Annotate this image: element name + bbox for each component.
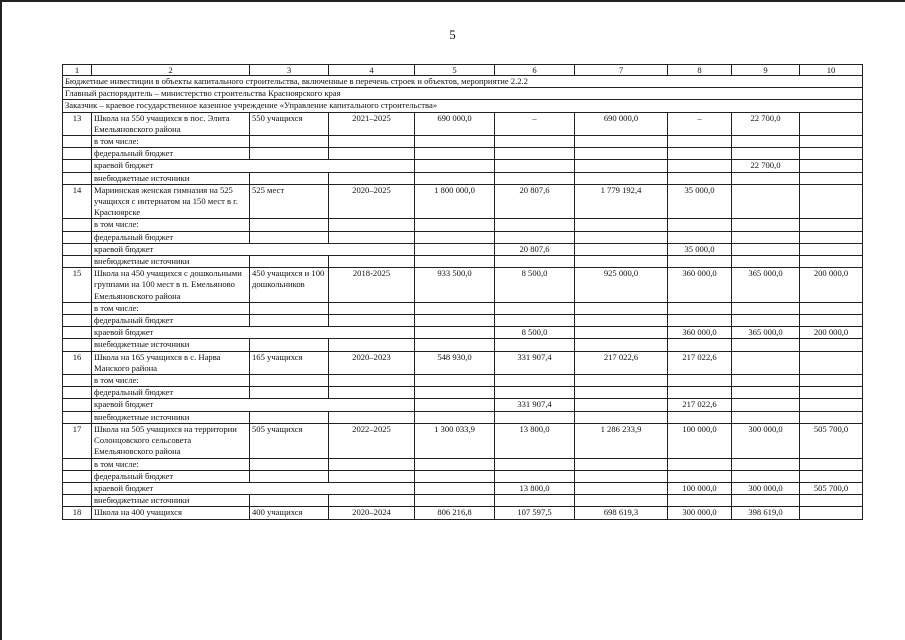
empty-cell [329,148,415,160]
col-number: 5 [415,65,495,76]
empty-cell [415,219,495,231]
empty-cell [63,243,92,255]
sub-row-federal [63,231,863,243]
empty-cell [732,219,800,231]
col-number: 10 [800,65,863,76]
empty-cell [415,302,495,314]
sub-row-incl [63,458,863,470]
empty-cell [329,458,415,470]
period: 2020–2023 [329,351,415,374]
sub-row-extra [63,495,863,507]
sub-label: краевой бюджет [92,327,415,339]
regional-col-10 [800,160,863,172]
capacity: 550 учащихся [250,112,329,135]
empty-cell [575,482,668,494]
value-col-5: 1 800 000,0 [415,184,495,219]
empty-cell [732,148,800,160]
empty-cell [668,375,732,387]
col-number: 3 [250,65,329,76]
value-col-8: 100 000,0 [668,423,732,458]
empty-cell [415,411,495,423]
object-name: Школа на 550 учащихся в пос. Элита Емельяновского района [92,112,250,135]
sub-row-regional [63,243,863,255]
empty-cell [250,495,329,507]
value-col-8: 300 000,0 [668,507,732,519]
sub-label: внебюджетные источники [92,411,250,423]
empty-cell [415,148,495,160]
main-manager: Главный распорядитель – министерство строительства Красноярского края [63,88,863,100]
empty-cell [668,495,732,507]
empty-cell [63,458,92,470]
value-col-5: 1 300 033,9 [415,423,495,458]
empty-cell [732,315,800,327]
value-col-7: 1 286 233,9 [575,423,668,458]
regional-col-9: 300 000,0 [732,482,800,494]
empty-cell [668,256,732,268]
sub-row-extra [63,411,863,423]
period: 2020–2024 [329,507,415,519]
value-col-7: 690 000,0 [575,112,668,135]
empty-cell [63,387,92,399]
empty-cell [250,470,329,482]
empty-cell [575,375,668,387]
sub-label: краевой бюджет [92,243,415,255]
empty-cell [63,302,92,314]
capacity: 400 учащихся [250,507,329,519]
empty-cell [800,458,863,470]
sub-row-regional [63,160,863,172]
empty-cell [63,315,92,327]
sub-label: внебюджетные источники [92,172,250,184]
value-col-6: 8 500,0 [495,268,575,303]
period: 2021–2025 [329,112,415,135]
empty-cell [415,339,495,351]
sub-row-incl [63,136,863,148]
empty-cell [732,256,800,268]
empty-cell [415,495,495,507]
empty-cell [668,231,732,243]
empty-cell [732,339,800,351]
value-col-6: 107 597,5 [495,507,575,519]
empty-cell [495,411,575,423]
sub-label: в том числе: [92,458,250,470]
sub-row-regional [63,399,863,411]
value-col-6: 331 907,4 [495,351,575,374]
empty-cell [63,470,92,482]
empty-cell [800,495,863,507]
empty-cell [575,160,668,172]
empty-cell [63,482,92,494]
empty-cell [415,387,495,399]
regional-col-10: 505 700,0 [800,482,863,494]
empty-cell [329,302,415,314]
value-col-8: – [668,112,732,135]
empty-cell [250,148,329,160]
empty-cell [732,302,800,314]
table-row [63,507,863,519]
empty-cell [575,339,668,351]
value-col-9: 22 700,0 [732,112,800,135]
sub-label: в том числе: [92,375,250,387]
empty-cell [63,231,92,243]
value-col-10 [800,507,863,519]
empty-cell [415,458,495,470]
empty-cell [668,302,732,314]
empty-cell [250,172,329,184]
empty-cell [329,136,415,148]
sub-label: федеральный бюджет [92,231,250,243]
empty-cell [63,375,92,387]
col-number: 6 [495,65,575,76]
empty-cell [250,339,329,351]
empty-cell [415,136,495,148]
value-col-10 [800,351,863,374]
empty-cell [575,231,668,243]
empty-cell [415,160,495,172]
empty-cell [800,470,863,482]
page-number: 5 [449,27,456,42]
period: 2020–2025 [329,184,415,219]
empty-cell [415,256,495,268]
regional-col-9: 22 700,0 [732,160,800,172]
empty-cell [575,399,668,411]
empty-cell [329,411,415,423]
empty-cell [575,495,668,507]
empty-cell [575,243,668,255]
value-col-5: 933 500,0 [415,268,495,303]
empty-cell [732,495,800,507]
empty-cell [732,411,800,423]
empty-cell [800,136,863,148]
empty-cell [495,148,575,160]
sub-label: краевой бюджет [92,482,415,494]
sub-label: краевой бюджет [92,160,415,172]
sub-label: внебюджетные источники [92,339,250,351]
empty-cell [575,458,668,470]
row-number: 16 [63,351,92,374]
empty-cell [800,387,863,399]
sub-row-incl [63,375,863,387]
capacity: 505 учащихся [250,423,329,458]
empty-cell [800,148,863,160]
regional-col-8: 35 000,0 [668,243,732,255]
value-col-7: 698 619,3 [575,507,668,519]
sub-row-extra [63,256,863,268]
empty-cell [63,339,92,351]
empty-cell [63,327,92,339]
value-col-5: 806 216,8 [415,507,495,519]
row-number: 18 [63,507,92,519]
empty-cell [732,458,800,470]
value-col-9 [732,351,800,374]
empty-cell [63,256,92,268]
regional-col-6: 8 500,0 [495,327,575,339]
empty-cell [415,470,495,482]
empty-cell [495,387,575,399]
empty-cell [495,315,575,327]
table-row [63,351,863,374]
empty-cell [495,136,575,148]
empty-cell [329,172,415,184]
value-col-10: 200 000,0 [800,268,863,303]
empty-cell [668,387,732,399]
empty-cell [329,339,415,351]
empty-cell [329,231,415,243]
empty-cell [63,219,92,231]
sub-row-incl [63,302,863,314]
empty-cell [575,315,668,327]
empty-cell [668,148,732,160]
object-name: Школа на 400 учащихся [92,507,250,519]
sub-label: внебюджетные источники [92,256,250,268]
empty-cell [575,327,668,339]
col-number: 9 [732,65,800,76]
regional-col-8: 360 000,0 [668,327,732,339]
empty-cell [668,219,732,231]
object-name: Школа на 505 учащихся на территории Солонцовского сельсовета Емельяновского района [92,423,250,458]
section-header-row [63,76,863,88]
capacity: 165 учащихся [250,351,329,374]
table-row [63,112,863,135]
empty-cell [495,172,575,184]
empty-cell [575,148,668,160]
value-col-6: 20 807,6 [495,184,575,219]
empty-cell [800,231,863,243]
customer: Заказчик – краевое государственное казенное учреждение «Управление капитального строительства» [63,100,863,112]
col-number: 2 [92,65,250,76]
empty-cell [668,315,732,327]
empty-cell [575,172,668,184]
sub-label: в том числе: [92,302,250,314]
regional-col-10 [800,399,863,411]
regional-col-9: 365 000,0 [732,327,800,339]
regional-col-6: 13 800,0 [495,482,575,494]
sub-label: федеральный бюджет [92,387,250,399]
row-number: 15 [63,268,92,303]
empty-cell [329,387,415,399]
empty-cell [415,243,495,255]
empty-cell [575,256,668,268]
col-number: 4 [329,65,415,76]
value-col-8: 35 000,0 [668,184,732,219]
page-border-top [0,0,905,2]
sub-label: внебюджетные источники [92,495,250,507]
empty-cell [63,495,92,507]
empty-cell [495,339,575,351]
value-col-6: – [495,112,575,135]
sub-row-incl [63,219,863,231]
value-col-8: 360 000,0 [668,268,732,303]
empty-cell [63,160,92,172]
empty-cell [415,315,495,327]
empty-cell [495,302,575,314]
period: 2022–2025 [329,423,415,458]
value-col-7: 217 022,6 [575,351,668,374]
empty-cell [800,219,863,231]
empty-cell [250,375,329,387]
empty-cell [415,375,495,387]
empty-cell [415,172,495,184]
capacity: 450 учащихся и 100 дошкольников [250,268,329,303]
empty-cell [250,256,329,268]
customer-row [63,100,863,112]
col-number: 7 [575,65,668,76]
empty-cell [250,458,329,470]
value-col-5: 548 930,0 [415,351,495,374]
empty-cell [800,172,863,184]
empty-cell [495,470,575,482]
empty-cell [329,315,415,327]
sub-label: федеральный бюджет [92,148,250,160]
empty-cell [732,470,800,482]
empty-cell [732,387,800,399]
empty-cell [800,315,863,327]
empty-cell [329,470,415,482]
value-col-6: 13 800,0 [495,423,575,458]
row-number: 13 [63,112,92,135]
row-number: 17 [63,423,92,458]
regional-col-10: 200 000,0 [800,327,863,339]
value-col-9 [732,184,800,219]
empty-cell [329,495,415,507]
empty-cell [575,411,668,423]
page-border-left [0,0,2,640]
empty-cell [575,136,668,148]
value-col-9: 300 000,0 [732,423,800,458]
investment-table [62,64,863,520]
main-manager-row [63,88,863,100]
empty-cell [800,256,863,268]
empty-cell [495,219,575,231]
empty-cell [250,315,329,327]
regional-col-9 [732,243,800,255]
value-col-7: 925 000,0 [575,268,668,303]
empty-cell [575,219,668,231]
object-name: Школа на 450 учащихся с дошкольными группами на 100 мест в п. Емельяново Емельяновского района [92,268,250,303]
empty-cell [575,387,668,399]
empty-cell [800,339,863,351]
capacity: 525 мест [250,184,329,219]
sub-label: федеральный бюджет [92,470,250,482]
sub-label: в том числе: [92,219,250,231]
empty-cell [63,399,92,411]
empty-cell [63,411,92,423]
sub-row-extra [63,339,863,351]
empty-cell [415,482,495,494]
empty-cell [668,458,732,470]
empty-cell [668,172,732,184]
sub-row-regional [63,327,863,339]
empty-cell [329,375,415,387]
empty-cell [63,148,92,160]
empty-cell [329,219,415,231]
value-col-10 [800,184,863,219]
section-header: Бюджетные инвестиции в объекты капитального строительства, включенные в перечень строек и объектов, мероприятие 2.2.2 [63,76,863,88]
empty-cell [250,411,329,423]
empty-cell [800,302,863,314]
empty-cell [668,411,732,423]
empty-cell [800,375,863,387]
empty-cell [732,231,800,243]
object-name: Мариинская женская гимназия на 525 учащихся с интернатом на 150 мест в г. Красноярске [92,184,250,219]
empty-cell [732,172,800,184]
empty-cell [668,470,732,482]
sub-row-regional [63,482,863,494]
col-number: 1 [63,65,92,76]
empty-cell [415,399,495,411]
sub-label: федеральный бюджет [92,315,250,327]
regional-col-6 [495,160,575,172]
sub-row-federal [63,470,863,482]
column-number-row [63,65,863,76]
table-row [63,184,863,219]
value-col-10: 505 700,0 [800,423,863,458]
regional-col-6: 331 907,4 [495,399,575,411]
empty-cell [63,172,92,184]
table-row [63,268,863,303]
empty-cell [668,339,732,351]
empty-cell [495,231,575,243]
value-col-5: 690 000,0 [415,112,495,135]
sub-label: в том числе: [92,136,250,148]
value-col-7: 1 779 192,4 [575,184,668,219]
empty-cell [415,327,495,339]
empty-cell [495,458,575,470]
empty-cell [575,302,668,314]
empty-cell [250,231,329,243]
empty-cell [250,136,329,148]
sub-label: краевой бюджет [92,399,415,411]
value-col-9: 398 619,0 [732,507,800,519]
empty-cell [250,302,329,314]
empty-cell [495,495,575,507]
empty-cell [495,375,575,387]
value-col-10 [800,112,863,135]
empty-cell [732,136,800,148]
regional-col-8 [668,160,732,172]
regional-col-8: 100 000,0 [668,482,732,494]
empty-cell [329,256,415,268]
empty-cell [415,231,495,243]
empty-cell [63,136,92,148]
sub-row-federal [63,315,863,327]
sub-row-federal [63,387,863,399]
empty-cell [732,375,800,387]
empty-cell [575,470,668,482]
empty-cell [250,387,329,399]
regional-col-6: 20 807,6 [495,243,575,255]
table-row [63,423,863,458]
regional-col-9 [732,399,800,411]
regional-col-10 [800,243,863,255]
period: 2018-2025 [329,268,415,303]
value-col-9: 365 000,0 [732,268,800,303]
object-name: Школа на 165 учащихся в с. Нарва Манского района [92,351,250,374]
value-col-8: 217 022,6 [668,351,732,374]
col-number: 8 [668,65,732,76]
sub-row-extra [63,172,863,184]
sub-row-federal [63,148,863,160]
empty-cell [250,219,329,231]
regional-col-8: 217 022,6 [668,399,732,411]
empty-cell [668,136,732,148]
empty-cell [800,411,863,423]
row-number: 14 [63,184,92,219]
empty-cell [495,256,575,268]
